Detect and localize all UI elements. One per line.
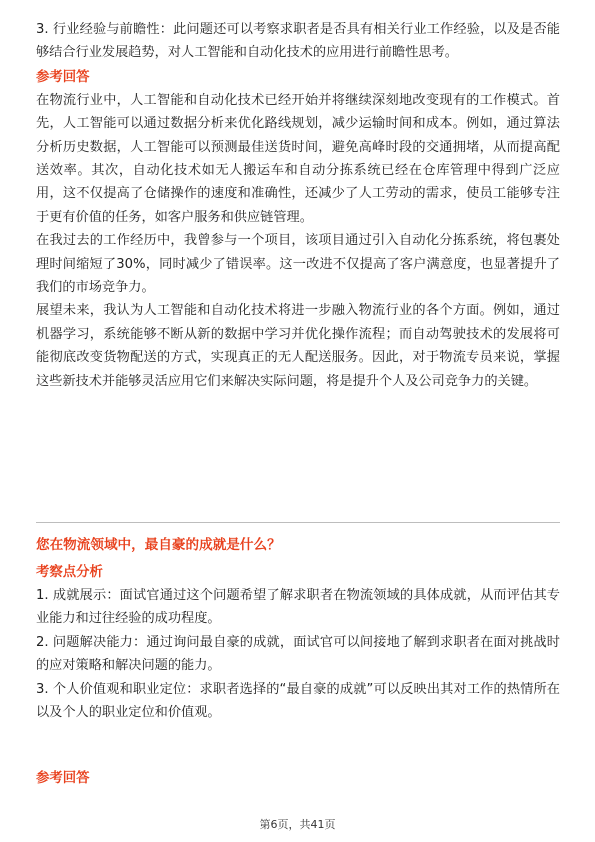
question-title: 您在物流领域中，最自豪的成就是什么？ [36,537,281,553]
answer-paragraph-3: 展望未来，我认为人工智能和自动化技术将进一步融入物流行业的各个方面。例如，通过机器学习，系统能够不断从新的数据中学习并优化操作流程；而自动驾驶技术的发展将可能彻底改变货物配送的方式，实现真正的无人配送服务。因此，对于物流专员来说，掌握这些新技术并能够灵活应用它们来解决实际问题，将是提升个人及公司竞争力的关键。 [36,303,560,389]
section-proudest-achievement [36,534,560,724]
analysis-point-1: 1. 成就展示：面试官通过这个问题希望了解求职者在物流领域的具体成就，从而评估其专业能力和过往经验的成功程度。 [36,588,560,627]
page-footer: 第6页，共41页 [259,818,336,831]
reference-answer-heading: 参考回答 [36,69,90,85]
section-divider [36,522,560,523]
analysis-point-2: 2. 问题解决能力：通过询问最自豪的成就，面试官可以间接地了解到求职者在面对挑战时的应对策略和解决问题的能力。 [36,634,560,674]
intro-paragraph: 3. 行业经验与前瞻性：此问题还可以考察求职者是否具有相关行业工作经验，以及是否能够结合行业发展趋势，对人工智能和自动化技术的应用进行前瞻性思考。 [36,22,560,61]
answer-paragraph-1: 在物流行业中，人工智能和自动化技术已经开始并将继续深刻地改变现有的工作模式。首先，人工智能可以通过数据分析来优化路线规划，减少运输时间和成本。例如，通过算法分析历史数据，人工智能可以预测最佳送货时间，避免高峰时段的交通拥堵，从而提高配送效率。其次，自动化技术如无人搬运车和自动分拣系统已经在仓库管理中得到广泛应用，这不仅提高了仓储操作的速度和准确性，还减少了人工劳动的需求，使员工能够专注于更有价值的任务，如客户服务和供应链管理。 [36,92,560,225]
answer-paragraph-2: 在我过去的工作经历中，我曾参与一个项目，该项目通过引入自动化分拣系统，将包裹处理时间缩短了30%，同时减少了错误率。这一改进不仅提高了客户满意度，也显著提升了我们的市场竞争力。 [36,233,560,296]
analysis-heading: 考察点分析 [36,565,103,580]
reference-answer-heading-2: 参考回答 [36,771,90,786]
section-industry-experience [36,18,560,393]
analysis-point-3: 3. 个人价值观和职业定位：求职者选择的“最自豪的成就”可以反映出其对工作的热情所在以及个人的职业定位和价值观。 [36,681,560,721]
